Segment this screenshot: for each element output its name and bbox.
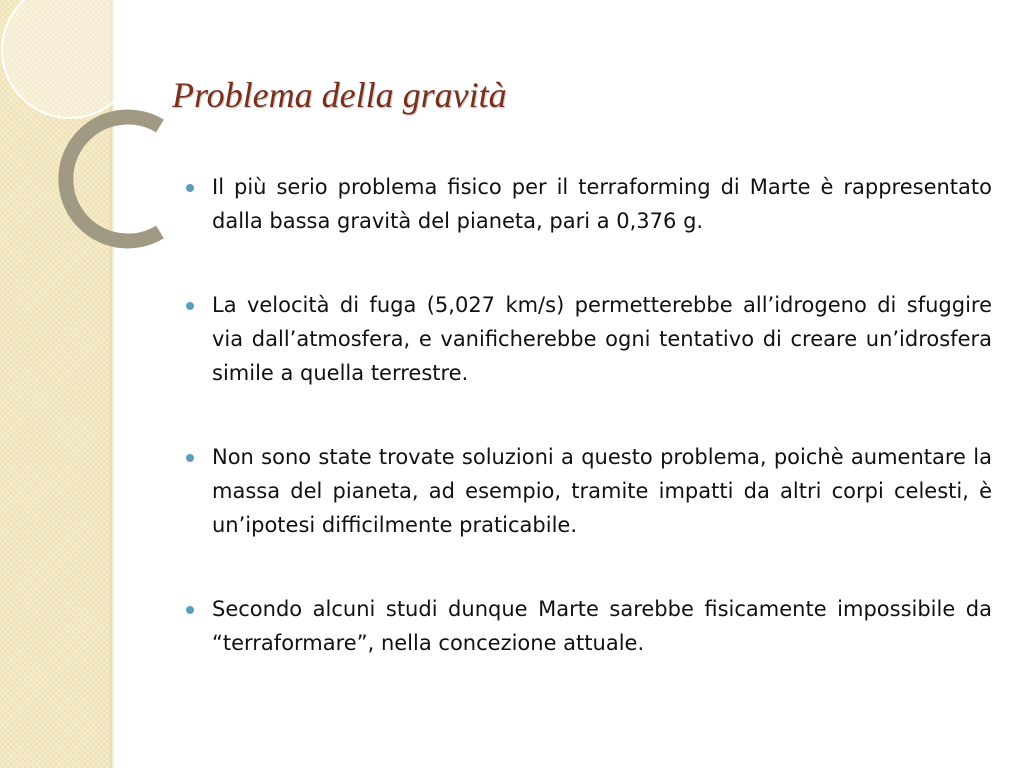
bullet-item <box>186 170 992 238</box>
bullet-text: La velocità di fuga (5,027 km/s) permetterebbe all’idrogeno di sfuggire via dall’atmosfera, e vanificherebbe ogni tentativo di creare un’idrosfera simile a quella terrestre. <box>212 293 992 385</box>
bullet-dot-icon <box>186 184 194 192</box>
bullet-text: Secondo alcuni studi dunque Marte sarebbe fisicamente impossibile da “terraformare”, nella concezione attuale. <box>212 597 992 655</box>
bullet-text: Non sono state trovate soluzioni a questo problema, poichè aumentare la massa del pianeta, ad esempio, tramite impatti da altri corpi celesti, è un’ipotesi difficilmente praticabile. <box>212 445 992 537</box>
slide-title: Problema della gravità <box>172 75 507 115</box>
decorative-circles <box>0 0 200 280</box>
bullet-dot-icon <box>186 454 194 462</box>
bullet-item <box>186 288 992 390</box>
bullet-list <box>186 170 992 710</box>
decorative-ring <box>66 117 160 241</box>
bullet-dot-icon <box>186 302 194 310</box>
bullet-dot-icon <box>186 606 194 614</box>
bullet-item <box>186 592 992 660</box>
bullet-text: Il più serio problema fisico per il terraforming di Marte è rappresentato dalla bassa gravità del pianeta, pari a 0,376 g. <box>212 175 992 233</box>
bullet-item <box>186 440 992 542</box>
decorative-light-circle <box>2 0 138 118</box>
